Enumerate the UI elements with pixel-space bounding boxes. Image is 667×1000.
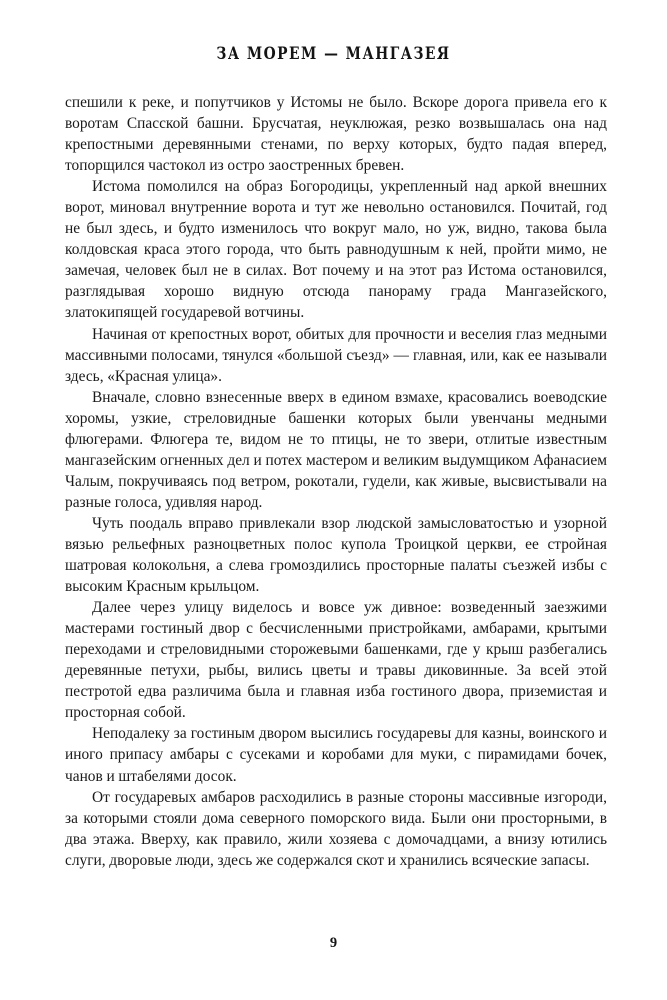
running-head: ЗА МОРЕМ — МАНГАЗЕЯ bbox=[216, 44, 451, 63]
paragraph: Чуть поодаль вправо привлекали взор людской замысловатостью и узорной вязью рельефных разноцветных полос купола Троицкой церкви, ее стройная шатровая колокольня, а слева громоздились просторные палаты съезжей избы с высоким Красным крыльцом. bbox=[65, 514, 607, 596]
paragraph: Неподалеку за гостиным двором высились государевы для казны, воинского и иного припасу амбары с сусеками и коробами для муки, с пирамидами бочек, чанов и штабелями досок. bbox=[65, 725, 607, 785]
paragraph: спешили к реке, и попутчиков у Истомы не было. Вскоре дорога привела его к воротам Спасской башни. Брусчатая, неуклюжая, резко возвышалась она над крепостными деревянными стенами, по верху которых, будто падая вперед, топорщился частокол из остро заостренных бревен. bbox=[65, 94, 607, 175]
paragraph: От государевых амбаров расходились в разные стороны массивные изгороди, за которыми стояли дома северного поморского вида. Были они просторными, в два этажа. Вверху, как правило, жили хозяева с домочадцами, а внизу ютились слуги, дворовые люди, здесь же содержался скот и хранились всяческие запасы. bbox=[65, 788, 607, 869]
paragraph: Вначале, словно взнесенные вверх в едином взмахе, красовались воеводские хоромы, узкие, стреловидные башенки которых были увенчаны медными флюгерами. Флюгера те, видом не то птицы, не то звери, отлитые известным мангазейским огненных дел и потех мастером и великим выдумщиком Афанасием Чалым, покручиваясь под ветром, рокотали, гудели, как живые, высвистывали на разные голоса, удивляя народ. bbox=[65, 388, 607, 511]
paragraph: Начиная от крепостных ворот, обитых для прочности и веселия глаз медными массивными полосами, тянулся «большой съезд» — главная, или, как ее называли здесь, «Красная улица». bbox=[65, 325, 607, 385]
body-text-block bbox=[65, 92, 607, 871]
paragraph: Истома помолился на образ Богородицы, укрепленный над аркой внешних ворот, миновал внутренние ворота и тут же невольно остановился. Почитай, год не был здесь, и будто изменилось что вокруг мало, но уж, видно, такова была колдовская краса этого города, что быть равнодушным к ней, пройти мимо, не замечая, человек был не в силах. Вот почему и на этот раз Истома остановился, разглядывая хорошо видную отсюда панораму града Мангазейского, златокипящей государевой вотчины. bbox=[65, 178, 607, 322]
paragraph: Далее через улицу виделось и вовсе уж дивное: возведенный заезжими мастерами гостиный двор с бесчисленными пристройками, амбарами, крытыми переходами и стреловидными сторожевыми башенками, где у крыш разбегались деревянные петухи, рыбы, вились цветы и травы диковинные. За всей этой пестротой едва различима была и главная изба гостиного двора, приземистая и просторная собой. bbox=[65, 599, 607, 722]
page-number: 9 bbox=[329, 935, 338, 951]
